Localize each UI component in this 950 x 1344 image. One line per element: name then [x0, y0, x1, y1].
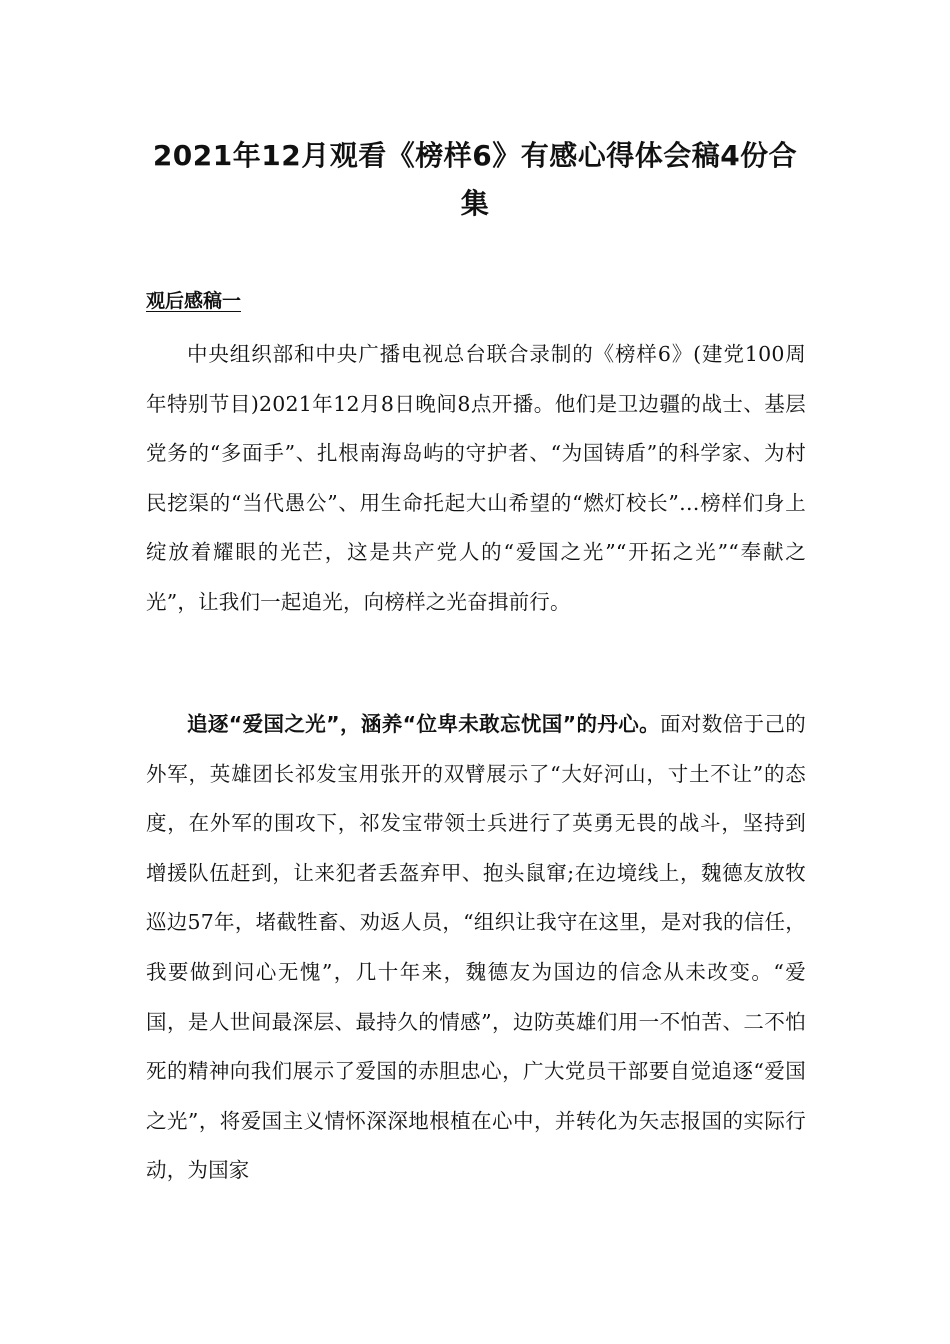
- document-title: 2021年12月观看《榜样6》有感心得体会稿4份合集: [152, 139, 798, 220]
- paragraph-patriotism: [146, 700, 806, 1196]
- paragraph-text: 中央组织部和中央广播电视总台联合录制的《榜样6》(建党100周年特别节目)2021年12月8日晚间8点开播。他们是卫边疆的战士、基层党务的“多面手”、扎根南海岛屿的守护者、“为国铸盾”的科学家、为村民挖渠的“当代愚公”、用生命托起大山希望的“燃灯校长”…榜样们身上绽放着耀眼的光芒，这是共产党人的“爱国之光”“开拓之光”“奉献之光”，让我们一起追光，向榜样之光奋揖前行。: [146, 342, 806, 614]
- paragraph-intro: [146, 330, 806, 628]
- section-heading: 观后感稿一: [146, 290, 242, 312]
- paragraph-text: 面对数倍于己的外军，英雄团长祁发宝用张开的双臂展示了“大好河山，寸土不让”的态度，在外军的围攻下，祁发宝带领士兵进行了英勇无畏的战斗，坚持到增援队伍赶到，让来犯者丢盔弃甲、抱头鼠窜;在边境线上，魏德友放牧巡边57年，堵截牲畜、劝返人员，“组织让我守在这里，是对我的信任，我要做到问心无愧”，几十年来，魏德友为国边的信念从未改变。“爱国，是人世间最深层、最持久的情感”，边防英雄们用一不怕苦、二不怕死的精神向我们展示了爱国的赤胆忠心，广大党员干部要自觉追逐“爱国之光”，将爱国主义情怀深深地根植在心中，并转化为矢志报国的实际行动，为国家: [146, 712, 806, 1183]
- paragraph-lead: 追逐“爱国之光”，涵养“位卑未敢忘忧国”的丹心。: [187, 712, 661, 736]
